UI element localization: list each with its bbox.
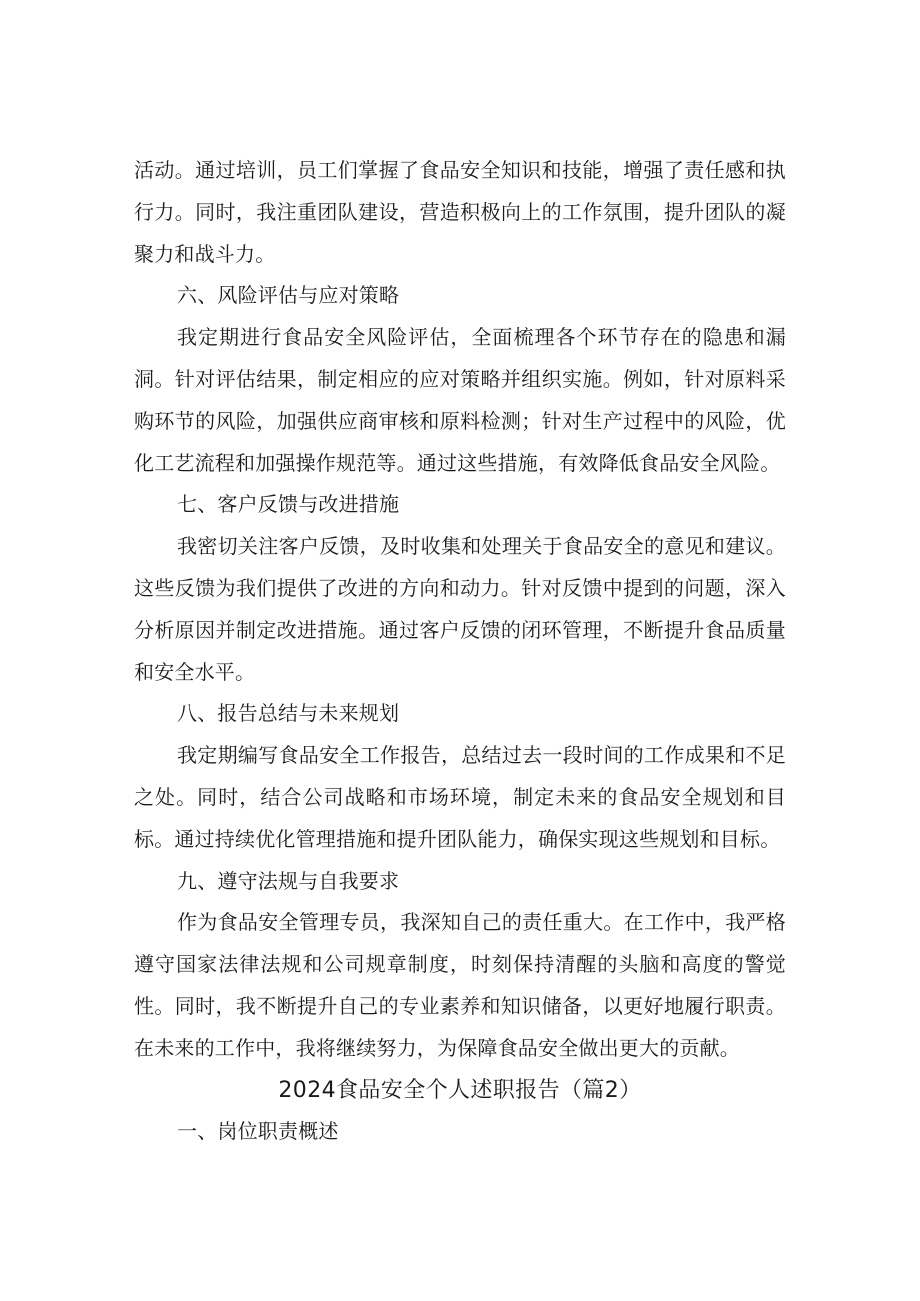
report-title: 2024食品安全个人述职报告（篇2） xyxy=(278,1077,642,1103)
section-heading-1: 一、岗位职责概述 xyxy=(177,1119,339,1144)
section-heading-7: 七、客户反馈与改进措施 xyxy=(177,492,400,517)
section-heading-6: 六、风险评估与应对策略 xyxy=(177,283,400,308)
section-heading-9: 九、遵守法规与自我要求 xyxy=(177,868,400,893)
section-body-8: 我定期编写食品安全工作报告，总结过去一段时间的工作成果和不足之处。同时，结合公司战略和市场环境，制定未来的食品安全规划和目标。通过持续优化管理措施和提升团队能力，确保实现这些规划和目标。 xyxy=(134,743,786,851)
section-body-7: 我密切关注客户反馈，及时收集和处理关于食品安全的意见和建议。这些反馈为我们提供了改进的方向和动力。针对反馈中提到的问题，深入分析原因并制定改进措施。通过客户反馈的闭环管理，不断提升食品质量和安全水平。 xyxy=(134,534,786,684)
section-body-9: 作为食品安全管理专员，我深知自己的责任重大。在工作中，我严格遵守国家法律法规和公司规章制度，时刻保持清醒的头脑和高度的警觉性。同时，我不断提升自己的专业素养和知识储备，以更好地履行职责。在未来的工作中，我将继续努力，为保障食品安全做出更大的贡献。 xyxy=(134,910,786,1060)
document-body xyxy=(134,150,786,1153)
continuation-paragraph: 活动。通过培训，员工们掌握了食品安全知识和技能，增强了责任感和执行力。同时，我注重团队建设，营造积极向上的工作氛围，提升团队的凝聚力和战斗力。 xyxy=(134,158,786,266)
section-body-6: 我定期进行食品安全风险评估，全面梳理各个环节存在的隐患和漏洞。针对评估结果，制定相应的应对策略并组织实施。例如，针对原料采购环节的风险，加强供应商审核和原料检测；针对生产过程中的风险，优化工艺流程和加强操作规范等。通过这些措施，有效降低食品安全风险。 xyxy=(134,325,786,475)
section-heading-8: 八、报告总结与未来规划 xyxy=(177,701,400,726)
